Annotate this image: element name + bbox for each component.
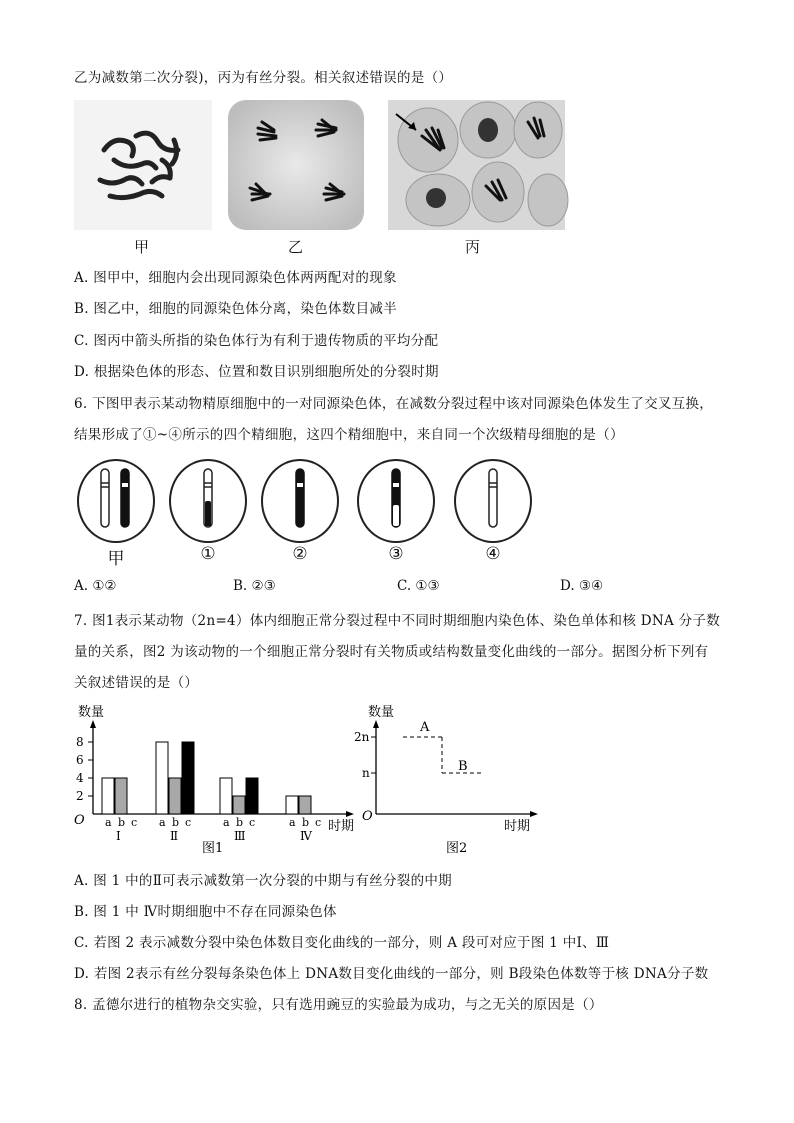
fig1-bar-letter-1-b: b (118, 816, 126, 829)
fig1-bar-letter-4-a: a (289, 816, 296, 829)
fig1-xlabel: 时期 (328, 819, 355, 834)
figure-1-bar-chart (70, 700, 360, 860)
fig1-ytick-label-8: 8 (76, 735, 84, 749)
fig1-bar-letter-4-c: c (315, 816, 322, 829)
fig1-bar-letter-2-a: a (159, 816, 166, 829)
fig1-bar-1-b (115, 778, 127, 814)
fig1-category-label-3: Ⅲ (234, 829, 246, 843)
fig2-ylabel: 数量 (368, 705, 395, 720)
q7-option-a[interactable]: A. 图 1 中的Ⅱ可表示减数第一次分裂的中期与有丝分裂的中期 (74, 873, 452, 889)
cell-label-3: ③ (388, 544, 404, 564)
q5-option-b[interactable]: B. 图乙中，细胞的同源染色体分离，染色体数目减半 (74, 301, 398, 317)
fig1-bar-3-b (233, 796, 245, 814)
fig1-ytick-label-2: 2 (76, 789, 84, 803)
q5-stem-tail: 乙为减数第二次分裂)，丙为有丝分裂。相关叙述错误的是（） (74, 70, 453, 86)
fig1-category-label-2: Ⅱ (170, 829, 179, 843)
fig2-caption: 图2 (446, 841, 468, 856)
q7-stem-line2: 量的关系，图2 为该动物的一个细胞正常分裂时有关物质或结构数量变化曲线的一部分。据图分析下列有 (74, 644, 709, 660)
q5-option-c[interactable]: C. 图丙中箭头所指的染色体行为有利于遗传物质的平均分配 (74, 333, 439, 349)
cell-label-2: ② (292, 544, 308, 564)
micrograph-label-jia: 甲 (134, 238, 150, 256)
fig1-bar-2-b (169, 778, 181, 814)
fig1-bar-2-c (182, 742, 194, 814)
micrograph-yi (228, 100, 364, 230)
q8-stem: 8. 孟德尔进行的植物杂交实验，只有选用豌豆的实验最为成功，与之无关的原因是（） (74, 997, 603, 1013)
q6-option-a[interactable]: A. ①② (74, 578, 117, 594)
cell-3 (357, 459, 435, 543)
micrograph-bing (388, 100, 565, 230)
micrograph-jia (74, 100, 212, 230)
fig1-bar-3-c (246, 778, 258, 814)
micrograph-label-bing: 丙 (465, 238, 481, 256)
fig2-label-a: A (420, 720, 430, 735)
cell-jia (77, 459, 155, 543)
q6-option-b[interactable]: B. ②③ (233, 578, 276, 594)
micrograph-label-yi: 乙 (288, 238, 304, 256)
fig1-ytick-label-6: 6 (76, 753, 84, 767)
q7-option-d[interactable]: D. 若图 2表示有丝分裂每条染色体上 DNA数目变化曲线的一部分，则 B段染色体数等于核 DNA分子数 (74, 966, 709, 982)
cell-1 (169, 459, 247, 543)
fig2-origin: O (362, 809, 373, 824)
q5-option-d[interactable]: D. 根据染色体的形态、位置和数目识别细胞所处的分裂时期 (74, 364, 439, 380)
fig1-bar-letter-1-c: c (131, 816, 138, 829)
fig2-xlabel: 时期 (504, 819, 531, 834)
fig1-bar-3-a (220, 778, 232, 814)
cell-label-1: ① (200, 544, 216, 564)
figure-2-step-chart (354, 700, 560, 860)
q7-stem-line3: 关叙述错误的是（） (74, 675, 199, 691)
cell-4 (454, 459, 532, 543)
fig1-bar-4-b (299, 796, 311, 814)
fig1-bar-letter-3-b: b (236, 816, 244, 829)
q6-option-d[interactable]: D. ③④ (560, 578, 604, 594)
q7-option-c[interactable]: C. 若图 2 表示减数分裂中染色体数目变化曲线的一部分，则 A 段可对应于图 1 中Ⅰ、Ⅲ (74, 935, 610, 951)
fig1-bar-letter-4-b: b (302, 816, 310, 829)
fig1-bar-2-a (156, 742, 168, 814)
q6-stem-line2: 结果形成了①~④所示的四个精细胞，这四个精细胞中，来自同一个次级精母细胞的是（） (74, 427, 624, 443)
fig1-bar-letter-1-a: a (105, 816, 112, 829)
fig2-ytick-n: n (362, 766, 370, 780)
fig1-bar-1-a (102, 778, 114, 814)
fig1-origin: O (74, 813, 85, 828)
fig2-ytick-2n: 2n (354, 730, 370, 744)
cell-2 (261, 459, 339, 543)
cell-label-4: ④ (485, 544, 501, 564)
fig1-bar-letter-3-c: c (249, 816, 256, 829)
fig2-label-b: B (458, 759, 468, 774)
fig1-category-label-4: Ⅳ (300, 829, 312, 843)
q6-option-c[interactable]: C. ①③ (397, 578, 440, 594)
fig1-caption: 图1 (202, 841, 224, 856)
fig1-bar-letter-2-c: c (185, 816, 192, 829)
fig1-ylabel: 数量 (78, 705, 105, 720)
q5-option-a[interactable]: A. 图甲中，细胞内会出现同源染色体两两配对的现象 (74, 270, 397, 286)
fig1-category-label-1: Ⅰ (116, 829, 121, 843)
fig1-bar-4-a (286, 796, 298, 814)
fig1-bar-letter-2-b: b (172, 816, 180, 829)
fig1-bar-letter-3-a: a (223, 816, 230, 829)
q7-stem-line1: 7. 图1表示某动物（2n=4）体内细胞正常分裂过程中不同时期细胞内染色体、染色单体和核 DNA 分子数 (74, 613, 721, 629)
cell-label-jia: 甲 (107, 549, 125, 569)
q7-option-b[interactable]: B. 图 1 中 Ⅳ时期细胞中不存在同源染色体 (74, 904, 337, 920)
q6-stem-line1: 6. 下图甲表示某动物精原细胞中的一对同源染色体，在减数分裂过程中该对同源染色体发生了交叉互换， (74, 396, 714, 412)
fig1-ytick-label-4: 4 (76, 771, 84, 785)
